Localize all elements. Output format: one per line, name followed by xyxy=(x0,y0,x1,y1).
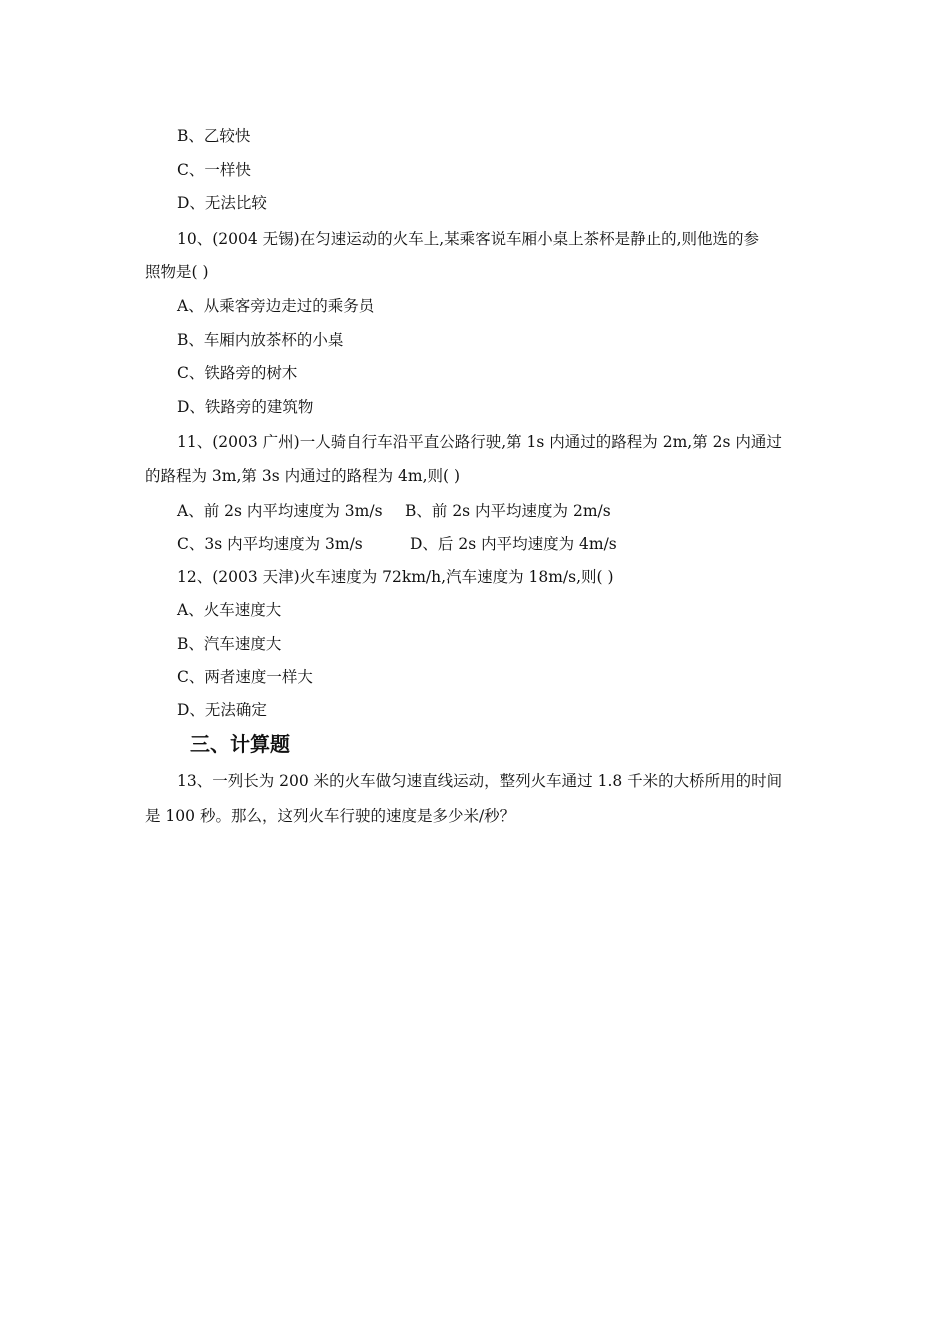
q10-option-a: A、从乘客旁边走过的乘务员 xyxy=(177,297,375,315)
q11-option-c: C、3s 内平均速度为 3m/s xyxy=(177,535,363,553)
q11-stem-line1: 11、(2003 广州)一人骑自行车沿平直公路行驶,第 1s 内通过的路程为 2m,第 2s 内通过 xyxy=(177,433,782,451)
q12-option-a: A、火车速度大 xyxy=(177,601,282,619)
section-heading-calculation: 三、计算题 xyxy=(190,732,290,756)
q11-stem-line2: 的路程为 3m,第 3s 内通过的路程为 4m,则( ) xyxy=(145,467,461,485)
q11-option-d: D、后 2s 内平均速度为 4m/s xyxy=(410,535,617,553)
q11-option-b: B、前 2s 内平均速度为 2m/s xyxy=(405,502,611,520)
q12-option-d: D、无法确定 xyxy=(177,701,267,719)
q11-options-row1 xyxy=(0,501,950,521)
q13-stem-line2: 是 100 秒。那么，这列火车行驶的速度是多少米/秒？ xyxy=(145,807,516,825)
q9-option-b: B、乙较快 xyxy=(177,127,251,145)
q10-stem-line2: 照物是( ) xyxy=(145,263,209,281)
q12-option-c: C、两者速度一样大 xyxy=(177,668,313,686)
q12-stem-line1: 12、(2003 天津)火车速度为 72km/h,汽车速度为 18m/s,则( ) xyxy=(177,568,614,586)
q9-option-d: D、无法比较 xyxy=(177,194,267,212)
q9-option-c: C、一样快 xyxy=(177,161,251,179)
q10-option-b: B、车厢内放茶杯的小桌 xyxy=(177,331,344,349)
q11-options-row2 xyxy=(0,534,950,554)
q11-option-a: A、前 2s 内平均速度为 3m/s xyxy=(177,502,383,520)
q10-option-c: C、铁路旁的树木 xyxy=(177,364,298,382)
q12-option-b: B、汽车速度大 xyxy=(177,635,282,653)
q13-stem-line1: 13、一列长为 200 米的火车做匀速直线运动，整列火车通过 1.8 千米的大桥所用的时间 xyxy=(177,772,783,790)
q10-stem-line1: 10、(2004 无锡)在匀速运动的火车上,某乘客说车厢小桌上茶杯是静止的,则他选的参 xyxy=(177,230,760,248)
q10-option-d: D、铁路旁的建筑物 xyxy=(177,398,314,416)
